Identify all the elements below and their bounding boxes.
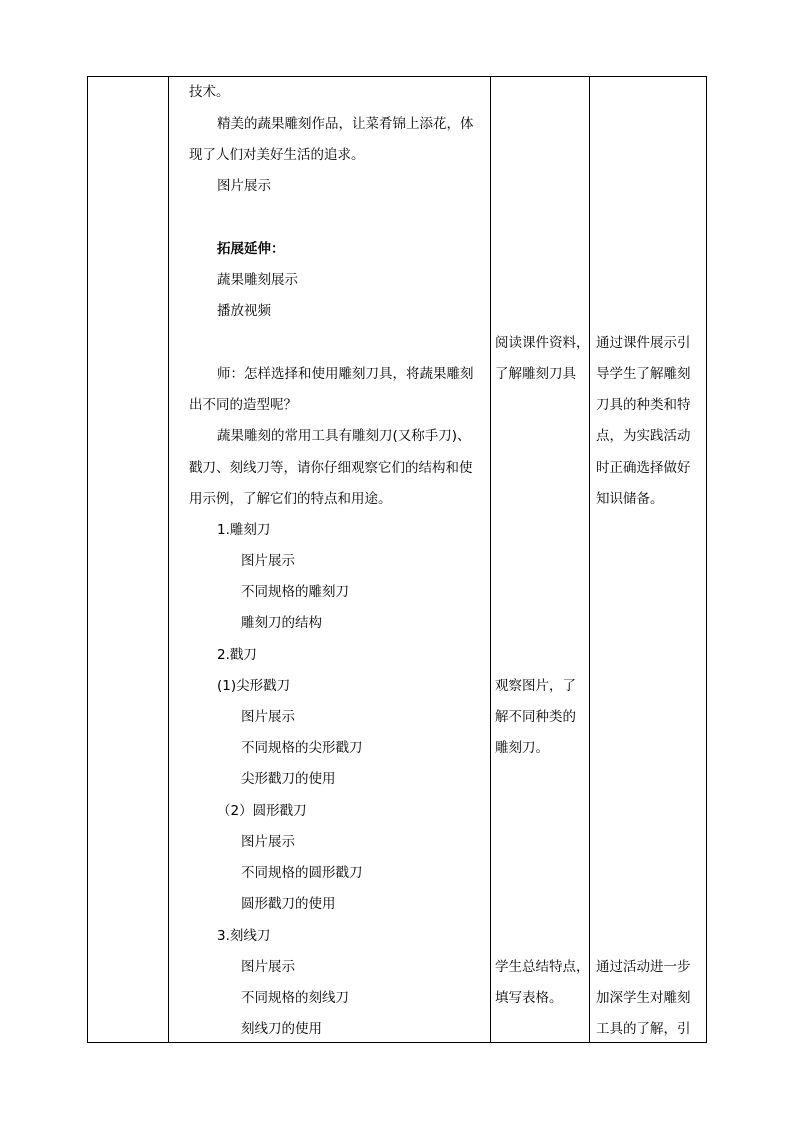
student-activity-line: 雕刻刀。 [495, 740, 549, 756]
content-line: 播放视频 [217, 303, 271, 319]
content-line: 图片展示 [241, 709, 295, 725]
content-line: 图片展示 [241, 959, 295, 975]
content-line: 戳刀、刻线刀等，请你仔细观察它们的结构和使 [189, 460, 473, 476]
content-line: 2.戳刀 [217, 647, 257, 663]
student-activity-line: 观察图片，了 [495, 678, 576, 694]
student-activity-line: 阅读课件资料， [495, 335, 590, 351]
lesson-table [87, 76, 707, 1043]
column-divider [490, 77, 491, 1042]
content-line: 尖形戳刀的使用 [241, 771, 336, 787]
content-line: 不同规格的刻线刀 [241, 990, 349, 1006]
content-line: 精美的蔬果雕刻作品，让菜肴锦上添花，体 [217, 116, 474, 132]
content-line: 雕刻刀的结构 [241, 615, 322, 631]
content-line: 现了人们对美好生活的追求。 [189, 147, 365, 163]
content-line: 蔬果雕刻展示 [217, 272, 298, 288]
content-line: (1)尖形戳刀 [217, 678, 291, 694]
content-line: 图片展示 [241, 834, 295, 850]
content-line: 技术。 [189, 84, 230, 100]
student-activity-line: 了解雕刻刀具 [495, 366, 576, 382]
design-intent-line: 通过活动进一步 [596, 959, 691, 975]
student-activity-line: 学生总结特点， [495, 959, 590, 975]
content-line: 师：怎样选择和使用雕刻刀具，将蔬果雕刻 [217, 366, 474, 382]
content-line: 不同规格的圆形戳刀 [241, 865, 363, 881]
student-activity-line: 解不同种类的 [495, 709, 576, 725]
content-line: 刻线刀的使用 [241, 1021, 322, 1037]
design-intent-line: 工具的了解，引 [596, 1021, 691, 1037]
content-line: 蔬果雕刻的常用工具有雕刻刀(又称手刀)、 [217, 428, 471, 444]
content-line: 图片展示 [217, 178, 271, 194]
content-line: 不同规格的雕刻刀 [241, 584, 349, 600]
design-intent-line: 刀具的种类和特 [596, 397, 691, 413]
column-divider [589, 77, 590, 1042]
column-divider [168, 77, 169, 1042]
content-line: 用示例，了解它们的特点和用途。 [189, 491, 392, 507]
content-line: 1.雕刻刀 [217, 522, 271, 538]
design-intent-line: 点，为实践活动 [596, 428, 691, 444]
design-intent-line: 知识储备。 [596, 491, 664, 507]
design-intent-line: 通过课件展示引 [596, 335, 691, 351]
design-intent-line: 导学生了解雕刻 [596, 366, 691, 382]
content-line: 圆形戳刀的使用 [241, 896, 336, 912]
content-line: （2）圆形戳刀 [217, 803, 307, 819]
content-line: 出不同的造型呢？ [189, 397, 297, 413]
content-line: 不同规格的尖形戳刀 [241, 740, 363, 756]
design-intent-line: 加深学生对雕刻 [596, 990, 691, 1006]
content-line: 图片展示 [241, 553, 295, 569]
design-intent-line: 时正确选择做好 [596, 460, 691, 476]
section-heading: 拓展延伸： [217, 241, 285, 257]
content-line: 3.刻线刀 [217, 928, 271, 944]
student-activity-line: 填写表格。 [495, 990, 563, 1006]
